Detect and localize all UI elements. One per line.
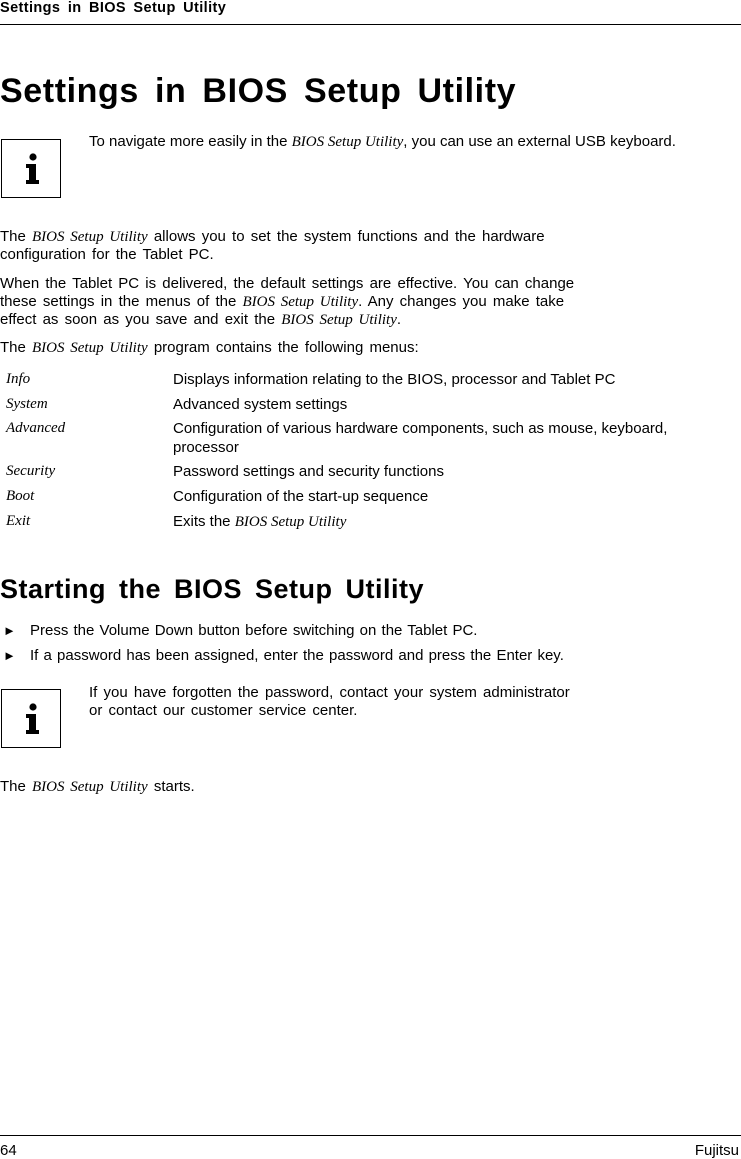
text: . xyxy=(396,311,402,328)
header-rule xyxy=(0,24,741,25)
menu-name: Advanced xyxy=(6,420,66,436)
menu-description: Advanced system settings xyxy=(173,396,348,413)
step-text: If a password has been assigned, enter the password and press the Enter key. xyxy=(30,647,564,664)
footer-rule xyxy=(0,1135,741,1136)
menu-description: Configuration of the start-up sequence xyxy=(173,488,429,505)
arrow-icon: ► xyxy=(3,648,16,663)
text: these settings in the menus of the xyxy=(0,293,243,310)
text: or contact our customer service center. xyxy=(89,702,358,719)
menu-description: Password settings and security functions xyxy=(173,463,444,480)
text: effect as soon as you save and exit the xyxy=(0,311,282,328)
note-text-after: , you can use an external USB keyboard. xyxy=(403,133,676,150)
menu-name: Security xyxy=(6,463,56,479)
product-name: BIOS Setup Utility xyxy=(32,779,148,795)
product-name: BIOS Setup Utility xyxy=(242,294,359,310)
section-title: Starting the BIOS Setup Utility xyxy=(0,574,425,604)
menu-name: Info xyxy=(6,371,31,387)
menu-description xyxy=(173,512,733,532)
text: Exits the xyxy=(173,513,235,530)
product-name: BIOS Setup Utility xyxy=(234,514,347,530)
menu-name: System xyxy=(6,396,48,412)
text: The xyxy=(0,228,33,245)
product-name: BIOS Setup Utility xyxy=(32,340,148,356)
product-name: BIOS Setup Utility xyxy=(32,229,148,245)
text: configuration for the Tablet PC. xyxy=(0,246,214,263)
step-text: Press the Volume Down button before switching on the Tablet PC. xyxy=(30,622,478,639)
text: The xyxy=(0,339,33,356)
product-name: BIOS Setup Utility xyxy=(281,312,397,328)
menu-name: Exit xyxy=(6,513,31,529)
menu-description: Displays information relating to the BIOS, processor and Tablet PC xyxy=(173,371,616,388)
text: If you have forgotten the password, contact your system administrator xyxy=(89,684,570,701)
page-title: Settings in BIOS Setup Utility xyxy=(0,72,517,110)
text: The xyxy=(0,778,33,795)
note-forgotten-password xyxy=(89,684,570,720)
intro-paragraph-2 xyxy=(0,275,574,329)
text: . Any changes you make take xyxy=(358,293,565,310)
publisher-name: Fujitsu xyxy=(694,1142,739,1159)
menu-description: Configuration of various hardware components, such as mouse, keyboard, processor xyxy=(173,420,668,456)
running-header: Settings in BIOS Setup Utility xyxy=(0,0,227,16)
text: program contains the following menus: xyxy=(147,339,419,356)
product-name: BIOS Setup Utility xyxy=(291,134,404,150)
info-icon xyxy=(1,689,61,748)
result-text xyxy=(0,778,195,796)
note-text-before: To navigate more easily in the xyxy=(89,133,292,150)
text: starts. xyxy=(147,778,195,795)
text: allows you to set the system functions and the hardware xyxy=(147,228,545,245)
intro-paragraph-1 xyxy=(0,228,545,264)
intro-paragraph-3 xyxy=(0,339,419,357)
menu-name: Boot xyxy=(6,488,35,504)
info-icon xyxy=(1,139,61,198)
text: When the Tablet PC is delivered, the default settings are effective. You can change xyxy=(0,275,575,292)
note-external-keyboard xyxy=(89,133,676,151)
arrow-icon: ► xyxy=(3,623,16,638)
page-number: 64 xyxy=(0,1142,17,1159)
